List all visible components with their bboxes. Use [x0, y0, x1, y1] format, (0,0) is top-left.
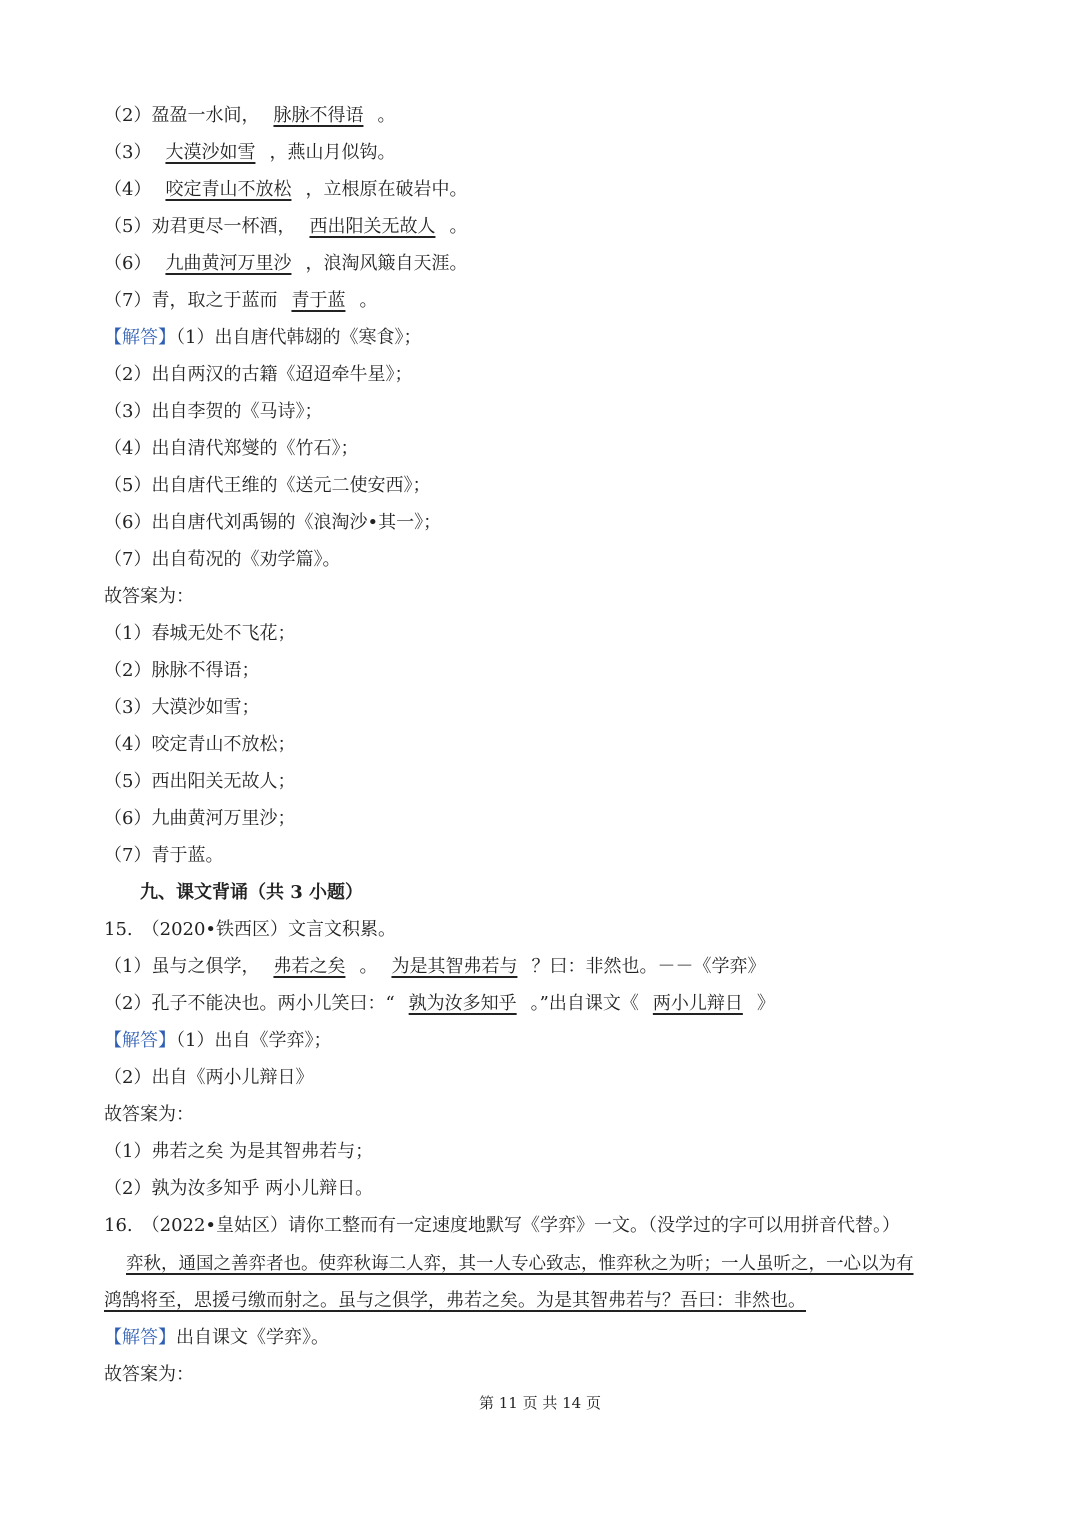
answer-blank: 脉脉不得语 [273, 105, 364, 126]
q16-blank-line-2: 鸿鹄将至，思援弓缴而射之。虽与之俱学，弗若之矣。为是其智弗若与？吾曰：非然也。 [104, 1290, 806, 1311]
answer-blank: 青于蓝 [291, 290, 346, 311]
q14-final-5: （5）西出阳关无故人； [104, 771, 296, 792]
q15-stem: 15. （2020•铁西区）文言文积累。 [104, 919, 397, 940]
q14-item-3: （3） 大漠沙如雪 ，燕山月似钩。 [104, 142, 396, 163]
answer-blank: 孰为汝多知乎 [408, 993, 517, 1014]
q16-stem: 16. （2022•皇姑区）请你工整而有一定速度地默写《学弈》一文。（没学过的字可以用拼音代替。） [104, 1215, 901, 1236]
answer-label: 【解答】 [104, 327, 176, 348]
q15-answer-2: （2）出自《两小儿辩日》 [104, 1067, 314, 1088]
q14-final-4: （4）咬定青山不放松； [104, 734, 296, 755]
q14-final-3: （3）大漠沙如雪； [104, 697, 260, 718]
q14-item-4: （4） 咬定青山不放松 ，立根原在破岩中。 [104, 179, 468, 200]
section-title: 九、课文背诵（共 3 小题） [140, 882, 364, 903]
final-answer-label: 故答案为： [104, 1364, 194, 1385]
q14-final-6: （6）九曲黄河万里沙； [104, 808, 296, 829]
answer-blank: 咬定青山不放松 [165, 179, 292, 200]
q15-answer-1: 【解答】（1）出自《学弈》； [104, 1030, 332, 1051]
final-answer-label: 故答案为： [104, 1104, 194, 1125]
q14-final-2: （2）脉脉不得语； [104, 660, 260, 681]
answer-blank: 西出阳关无故人 [309, 216, 436, 237]
answer-label: 【解答】 [104, 1030, 176, 1051]
q16-answer: 【解答】出自课文《学弈》。 [104, 1327, 329, 1348]
q15-line-2: （2）孔子不能决也。两小儿笑曰：“ 孰为汝多知乎 。”出自课文《 两小儿辩日 》 [104, 993, 775, 1014]
q14-final-1: （1）春城无处不飞花； [104, 623, 296, 644]
q14-item-6: （6） 九曲黄河万里沙 ，浪淘风簸自天涯。 [104, 253, 468, 274]
answer-label: 【解答】 [104, 1327, 176, 1348]
q14-answer-3: （3）出自李贺的《马诗》； [104, 401, 323, 422]
answer-blank: 九曲黄河万里沙 [165, 253, 292, 274]
q15-final-1: （1）弗若之矣 为是其智弗若与； [104, 1141, 374, 1162]
q14-answer-6: （6）出自唐代刘禹锡的《浪淘沙•其一》； [104, 512, 442, 533]
q15-final-2: （2）孰为汝多知乎 两小儿辩日。 [104, 1178, 374, 1199]
q14-answer-7: （7）出自荀况的《劝学篇》。 [104, 549, 341, 570]
answer-blank: 两小儿辩日 [652, 993, 743, 1014]
q14-answer-2: （2）出自两汉的古籍《迢迢牵牛星》； [104, 364, 413, 385]
page-footer: 第 11 页 共 14 页 [478, 1394, 601, 1412]
answer-blank: 弗若之矣 [273, 956, 346, 977]
final-answer-label: 故答案为： [104, 586, 194, 607]
q14-answer-1: 【解答】（1）出自唐代韩翃的《寒食》； [104, 327, 422, 348]
q14-item-7: （7）青，取之于蓝而 青于蓝 。 [104, 290, 378, 311]
answer-blank: 为是其智弗若与 [391, 956, 518, 977]
q16-blank-line-1: 弈秋，通国之善弈者也。使弈秋诲二人弈，其一人专心致志，惟弈秋之为听；一人虽听之，一心以为有 [126, 1254, 914, 1274]
q14-item-2: （2）盈盈一水间， 脉脉不得语 。 [104, 105, 396, 126]
q14-final-7: （7）青于蓝。 [104, 845, 224, 866]
q14-answer-5: （5）出自唐代王维的《送元二使安西》； [104, 475, 431, 496]
q14-item-5: （5）劝君更尽一杯酒， 西出阳关无故人 。 [104, 216, 468, 237]
answer-blank: 大漠沙如雪 [165, 142, 256, 163]
q15-line-1: （1）虽与之俱学， 弗若之矣 。 为是其智弗若与 ？曰：非然也。－－《学弈》 [104, 956, 766, 977]
q14-answer-4: （4）出自清代郑燮的《竹石》； [104, 438, 359, 459]
